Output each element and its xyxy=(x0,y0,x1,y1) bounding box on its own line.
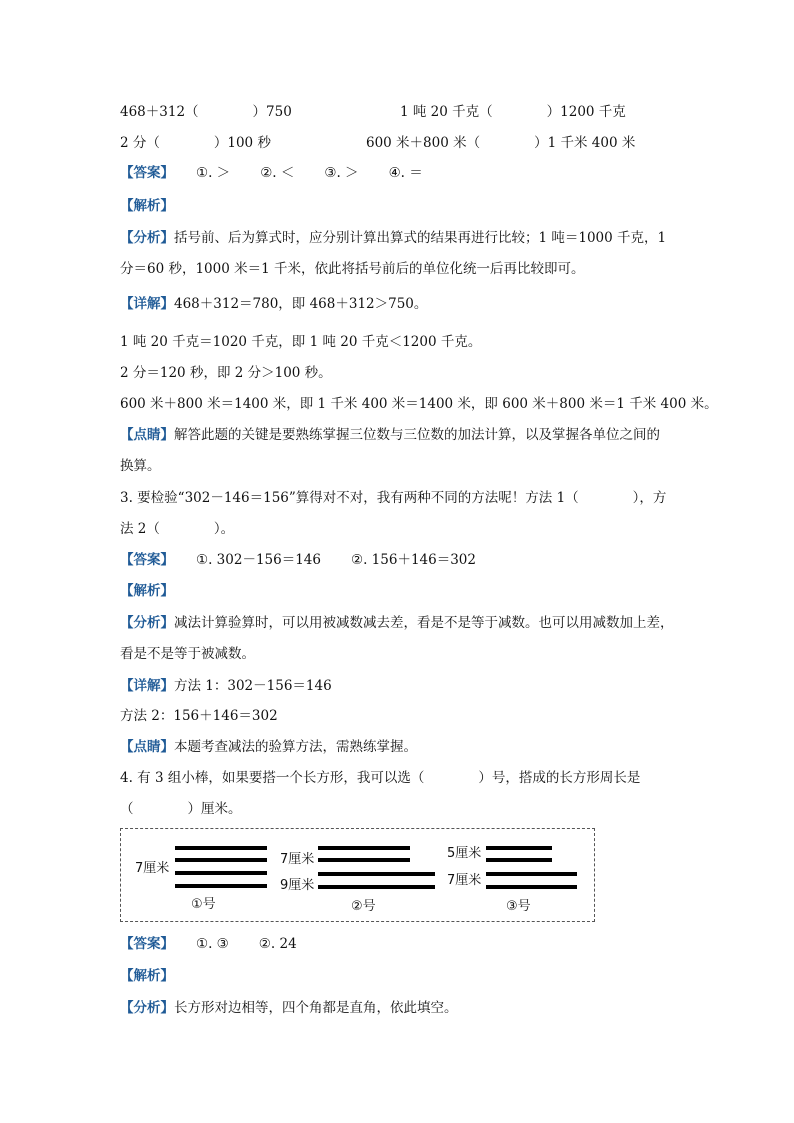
group3-bottom-label: 7厘米 xyxy=(447,873,482,888)
q3-answer-line xyxy=(120,550,476,570)
fenxi-tag: 【分析】 xyxy=(120,230,174,246)
q2-row1-right: 1 吨 20 千克（ ）1200 千克 xyxy=(400,104,626,120)
answer-item: ①. ＞ xyxy=(196,165,231,181)
q2-comment-1 xyxy=(120,425,660,445)
q2-fenxi-2: 分＝60 秒，1000 米＝1 千米，依此将括号前后的单位化统一后再比较即可。 xyxy=(120,261,585,277)
fenxi-tag: 【分析】 xyxy=(120,1000,174,1016)
stick xyxy=(486,858,552,862)
stick xyxy=(486,872,577,876)
q2-detail-4: 600 米＋800 米＝1400 米，即 1 千米 400 米＝1400 米，即 600 米＋800 米＝1 千米 400 米。 xyxy=(120,396,718,412)
q3-question-2: 法 2（ ）。 xyxy=(120,521,235,537)
q4-answer-line xyxy=(120,934,297,954)
group1-caption: ①号 xyxy=(191,897,216,912)
q4-fenxi-1 xyxy=(120,998,458,1018)
q2-comment-2: 换算。 xyxy=(120,458,161,474)
answer-item: ②. 24 xyxy=(258,936,297,952)
q2-answer-line xyxy=(120,163,423,183)
q3-fenxi-1 xyxy=(120,613,674,633)
analysis-tag: 【解析】 xyxy=(120,968,174,984)
q3-detail-1 xyxy=(120,676,332,696)
group2-caption: ②号 xyxy=(351,899,376,914)
q3-comment-1 xyxy=(120,737,417,757)
detail-tag: 【详解】 xyxy=(120,678,174,694)
q2-detail-1 xyxy=(120,294,427,314)
q2-detail-2: 1 吨 20 千克＝1020 千克，即 1 吨 20 千克＜1200 千克。 xyxy=(120,334,482,350)
detail-tag: 【详解】 xyxy=(120,296,174,312)
q2-row2-left: 2 分（ ）100 秒 xyxy=(120,135,271,151)
group3-top-label: 5厘米 xyxy=(447,846,482,861)
stick xyxy=(318,858,410,862)
q2-fenxi-1 xyxy=(120,228,666,248)
answer-item: ①. 302－156＝146 xyxy=(196,552,321,568)
q4-question-2: （ ）厘米。 xyxy=(120,801,242,817)
analysis-tag: 【解析】 xyxy=(120,583,174,599)
q3-fenxi-2: 看是不是等于被减数。 xyxy=(120,646,255,662)
comment-text: 解答此题的关键是要熟练掌握三位数与三位数的加法计算，以及掌握各单位之间的 xyxy=(174,427,660,443)
fenxi-text: 长方形对边相等，四个角都是直角，依此填空。 xyxy=(174,1000,458,1016)
answer-item: ③. ＞ xyxy=(324,165,359,181)
stick xyxy=(175,846,267,850)
stick xyxy=(318,846,410,850)
group2-bottom-label: 9厘米 xyxy=(280,878,315,893)
stick xyxy=(486,846,552,850)
answer-item: ②. 156＋146＝302 xyxy=(351,552,476,568)
comment-tag: 【点睛】 xyxy=(120,739,174,755)
answer-tag: 【答案】 xyxy=(120,165,174,181)
q2-row1-left: 468＋312（ ）750 xyxy=(120,104,292,120)
sticks-figure xyxy=(120,828,595,922)
detail-text: 468＋312＝780，即 468＋312＞750。 xyxy=(174,296,428,312)
stick xyxy=(175,858,267,862)
answer-item: ②. ＜ xyxy=(260,165,295,181)
fenxi-text: 括号前、后为算式时，应分别计算出算式的结果再进行比较；1 吨＝1000 千克，1 xyxy=(174,230,667,246)
answer-item: ①. ③ xyxy=(196,936,229,952)
stick xyxy=(318,872,435,876)
comment-text: 本题考查减法的验算方法，需熟练掌握。 xyxy=(174,739,417,755)
answer-tag: 【答案】 xyxy=(120,552,174,568)
fenxi-text: 减法计算验算时，可以用被减数减去差，看是不是等于减数。也可以用减数加上差， xyxy=(174,615,674,631)
q2-detail-3: 2 分＝120 秒，即 2 分＞100 秒。 xyxy=(120,365,332,381)
comment-tag: 【点睛】 xyxy=(120,427,174,443)
stick xyxy=(486,885,577,889)
group2-top-label: 7厘米 xyxy=(280,852,315,867)
q2-row2-right: 600 米＋800 米（ ）1 千米 400 米 xyxy=(366,135,636,151)
q3-detail-2: 方法 2：156＋146＝302 xyxy=(120,708,278,724)
answer-tag: 【答案】 xyxy=(120,936,174,952)
group3-caption: ③号 xyxy=(506,899,531,914)
q4-question-1: 4. 有 3 组小棒，如果要搭一个长方形，我可以选（ ）号，搭成的长方形周长是 xyxy=(120,770,641,786)
stick xyxy=(175,884,267,888)
stick xyxy=(318,885,435,889)
q3-question-1: 3. 要检验“302－146＝156”算得对不对，我有两种不同的方法呢！方法 1（ ），方 xyxy=(120,490,667,506)
stick xyxy=(175,871,267,875)
group1-length-label: 7厘米 xyxy=(135,861,170,876)
detail-text: 方法 1：302－156＝146 xyxy=(174,678,332,694)
fenxi-tag: 【分析】 xyxy=(120,615,174,631)
analysis-tag: 【解析】 xyxy=(120,198,174,214)
answer-item: ④. ＝ xyxy=(388,165,423,181)
